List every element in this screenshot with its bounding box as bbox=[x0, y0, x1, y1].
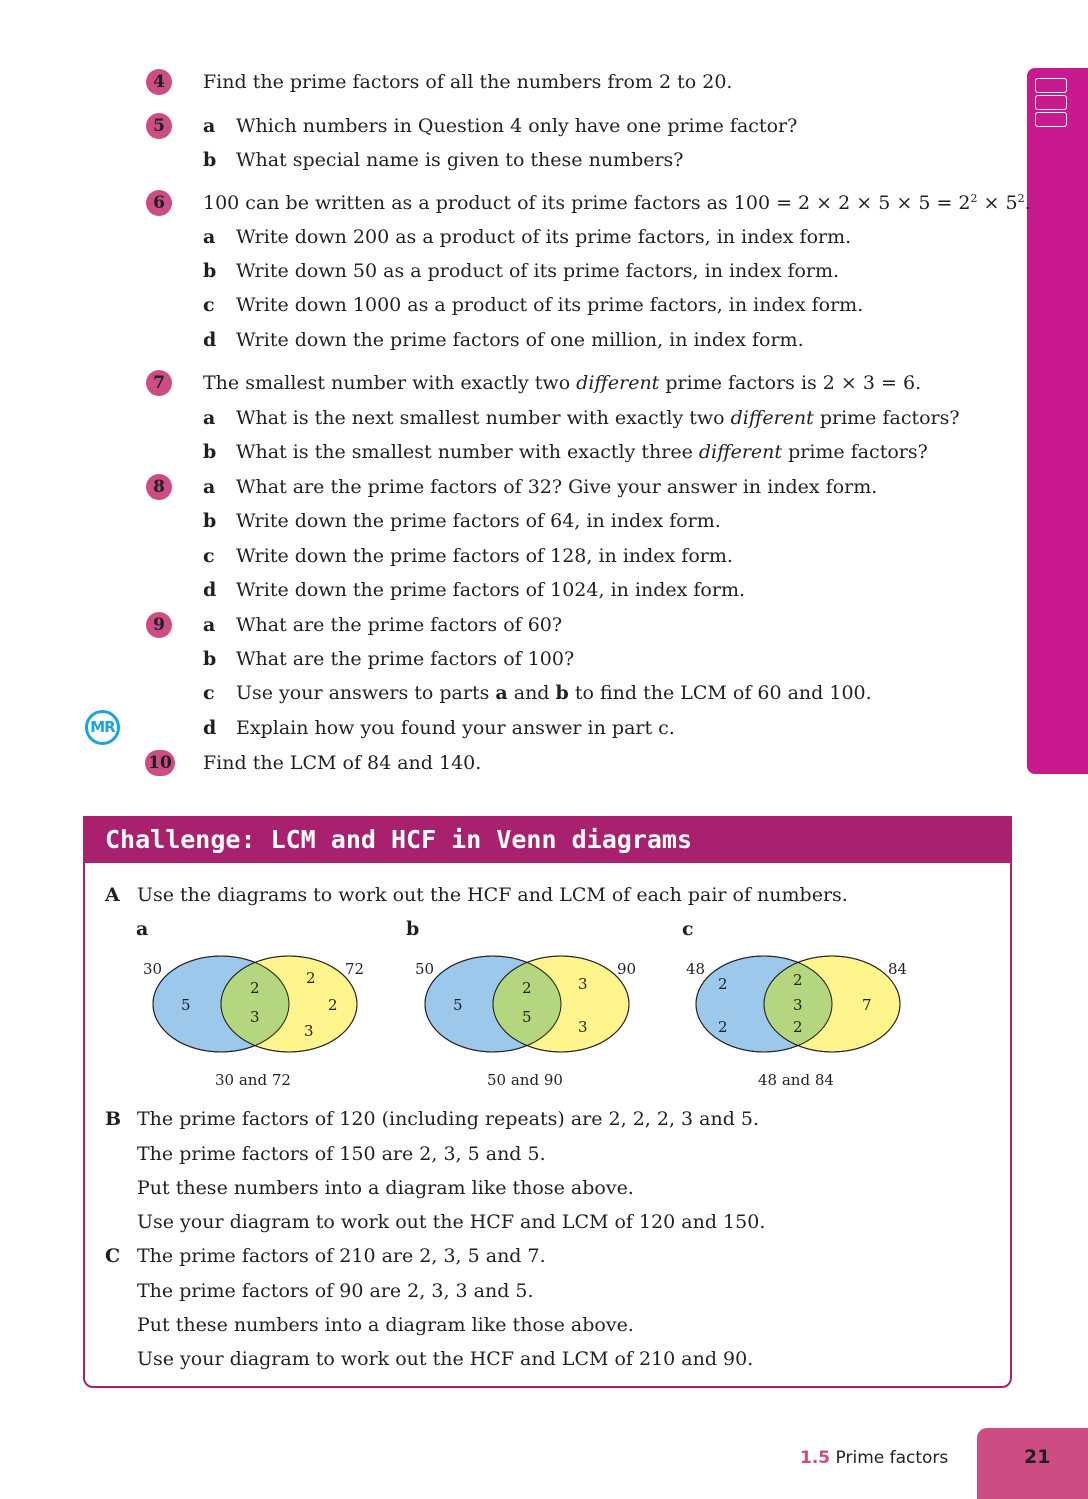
part-text: What are the prime factors of 60? bbox=[236, 614, 563, 636]
right-factor: 3 bbox=[578, 1018, 588, 1036]
right-number: 90 bbox=[617, 960, 637, 978]
venn-diagram-b bbox=[407, 948, 647, 1098]
question-6-a bbox=[0, 224, 1020, 250]
question-6-b bbox=[0, 258, 1020, 284]
part-text: Write down 200 as a product of its prime factors, in index form. bbox=[236, 226, 852, 248]
venn-diagram-c bbox=[678, 948, 918, 1098]
question-number-badge: 10 bbox=[145, 750, 175, 776]
middle-factor: 5 bbox=[522, 1008, 532, 1026]
part-text: Explain how you found your answer in part c. bbox=[236, 717, 675, 739]
left-number: 50 bbox=[415, 960, 435, 978]
part-text: Use your answers to parts a and b to find the LCM of 60 and 100. bbox=[236, 682, 872, 704]
question-7 bbox=[0, 370, 1020, 396]
section-title: 1.5 Prime factors bbox=[800, 1448, 949, 1468]
question-6-c bbox=[0, 292, 1020, 318]
question-8-d bbox=[0, 577, 1020, 603]
part-text: Use your diagram to work out the HCF and LCM of 120 and 150. bbox=[137, 1211, 766, 1233]
part-text: Write down the prime factors of 128, in index form. bbox=[236, 545, 733, 567]
part-label: b bbox=[203, 441, 217, 463]
question-10 bbox=[0, 750, 1020, 776]
part-text: The prime factors of 150 are 2, 3, 5 and 5. bbox=[137, 1143, 546, 1165]
part-text: Write down the prime factors of 64, in index form. bbox=[236, 510, 721, 532]
question-number-badge: 7 bbox=[146, 370, 172, 396]
part-label: A bbox=[105, 884, 120, 906]
part-text: Put these numbers into a diagram like those above. bbox=[137, 1314, 634, 1336]
part-label: d bbox=[203, 579, 217, 601]
middle-factor: 3 bbox=[793, 996, 803, 1014]
part-text: Which numbers in Question 4 only have one prime factor? bbox=[236, 115, 798, 137]
part-label: a bbox=[203, 115, 216, 137]
left-factor: 2 bbox=[718, 1018, 728, 1036]
question-9-a bbox=[0, 612, 1020, 638]
question-8-a bbox=[0, 474, 1020, 500]
part-text: Write down the prime factors of 1024, in index form. bbox=[236, 579, 746, 601]
question-6 bbox=[0, 190, 1031, 216]
question-9-c bbox=[0, 680, 1020, 706]
question-text: 100 can be written as a product of its prime factors as $100 = 2 \times 2 \times 5 \times 5 = 2^2 \times 5^2$. bbox=[203, 192, 1031, 214]
question-9-b bbox=[0, 646, 1020, 672]
left-factor: 5 bbox=[181, 996, 191, 1014]
right-factor: 7 bbox=[862, 996, 872, 1014]
part-text: What is the next smallest number with exactly two different prime factors? bbox=[236, 407, 960, 429]
part-label: a bbox=[203, 614, 216, 636]
part-text: Write down 1000 as a product of its prime factors, in index form. bbox=[236, 294, 864, 316]
question-6-d bbox=[0, 327, 1020, 353]
question-number-badge: 6 bbox=[146, 190, 172, 216]
question-5-a bbox=[0, 113, 1020, 139]
part-label: c bbox=[203, 545, 215, 567]
part-text: Use the diagrams to work out the HCF and LCM of each pair of numbers. bbox=[137, 884, 848, 906]
left-factor: 2 bbox=[718, 975, 728, 993]
mathematical-reasoning-icon: MR bbox=[85, 710, 120, 745]
challenge-header bbox=[85, 818, 1010, 863]
challenge-box bbox=[83, 816, 1012, 1388]
venn-c-label: c bbox=[682, 918, 694, 940]
question-number-badge: 4 bbox=[146, 69, 172, 95]
challenge-title: Challenge: LCM and HCF in Venn diagrams bbox=[105, 825, 692, 854]
part-label: b bbox=[203, 149, 217, 171]
question-4 bbox=[0, 69, 1020, 95]
middle-factor: 2 bbox=[793, 1018, 803, 1036]
part-text: What are the prime factors of 100? bbox=[236, 648, 575, 670]
question-8-c bbox=[0, 543, 1020, 569]
right-number: 84 bbox=[888, 960, 908, 978]
question-text: Find the prime factors of all the numbers from 2 to 20. bbox=[203, 71, 733, 93]
venn-b-label: b bbox=[406, 918, 420, 940]
part-label: c bbox=[203, 682, 215, 704]
middle-factor: 3 bbox=[250, 1008, 260, 1026]
venn-caption: 48 and 84 bbox=[758, 1071, 834, 1089]
middle-factor: 2 bbox=[522, 979, 532, 997]
question-9-d bbox=[0, 715, 1020, 741]
part-label: B bbox=[105, 1108, 122, 1130]
part-label: b bbox=[203, 648, 217, 670]
part-label: c bbox=[203, 294, 215, 316]
right-factor: 3 bbox=[304, 1022, 314, 1040]
part-label: a bbox=[203, 226, 216, 248]
part-text: Write down 50 as a product of its prime factors, in index form. bbox=[236, 260, 840, 282]
part-label: b bbox=[203, 510, 217, 532]
question-text: The smallest number with exactly two different prime factors is 2 × 3 = 6. bbox=[203, 372, 922, 394]
right-number: 72 bbox=[345, 960, 365, 978]
question-number-badge: 8 bbox=[146, 474, 172, 500]
chapter-side-tab bbox=[1027, 68, 1088, 774]
part-label: d bbox=[203, 717, 217, 739]
middle-factor: 2 bbox=[250, 979, 260, 997]
part-label: a bbox=[203, 407, 216, 429]
question-5-b bbox=[0, 147, 1020, 173]
part-label: b bbox=[203, 260, 217, 282]
right-factor: 3 bbox=[578, 975, 588, 993]
question-text: Find the LCM of 84 and 140. bbox=[203, 752, 482, 774]
middle-factor: 2 bbox=[793, 971, 803, 989]
question-7-b bbox=[0, 439, 1020, 465]
left-number: 30 bbox=[143, 960, 163, 978]
question-number-badge: 5 bbox=[146, 113, 172, 139]
left-number: 48 bbox=[686, 960, 706, 978]
venn-caption: 50 and 90 bbox=[487, 1071, 563, 1089]
chapter-tab-icon bbox=[1035, 78, 1067, 129]
part-label: d bbox=[203, 329, 217, 351]
part-text: Put these numbers into a diagram like those above. bbox=[137, 1177, 634, 1199]
part-text: The prime factors of 210 are 2, 3, 5 and 7. bbox=[137, 1245, 546, 1267]
question-number-badge: 9 bbox=[146, 612, 172, 638]
right-factor: 2 bbox=[328, 996, 338, 1014]
part-label: a bbox=[203, 476, 216, 498]
right-factor: 2 bbox=[306, 969, 316, 987]
question-7-a bbox=[0, 405, 1020, 431]
part-text: The prime factors of 90 are 2, 3, 3 and 5. bbox=[137, 1280, 534, 1302]
part-text: What is the smallest number with exactly three different prime factors? bbox=[236, 441, 928, 463]
venn-caption: 30 and 72 bbox=[215, 1071, 291, 1089]
venn-diagram-a bbox=[135, 948, 375, 1098]
part-text: The prime factors of 120 (including repeats) are 2, 2, 2, 3 and 5. bbox=[137, 1108, 760, 1130]
part-text: Write down the prime factors of one million, in index form. bbox=[236, 329, 804, 351]
question-8-b bbox=[0, 508, 1020, 534]
part-text: Use your diagram to work out the HCF and LCM of 210 and 90. bbox=[137, 1348, 754, 1370]
part-label: C bbox=[105, 1245, 121, 1267]
part-text: What special name is given to these numbers? bbox=[236, 149, 684, 171]
venn-a-label: a bbox=[136, 918, 149, 940]
part-text: What are the prime factors of 32? Give your answer in index form. bbox=[236, 476, 878, 498]
left-factor: 5 bbox=[453, 996, 463, 1014]
page-number: 21 bbox=[1024, 1446, 1051, 1468]
